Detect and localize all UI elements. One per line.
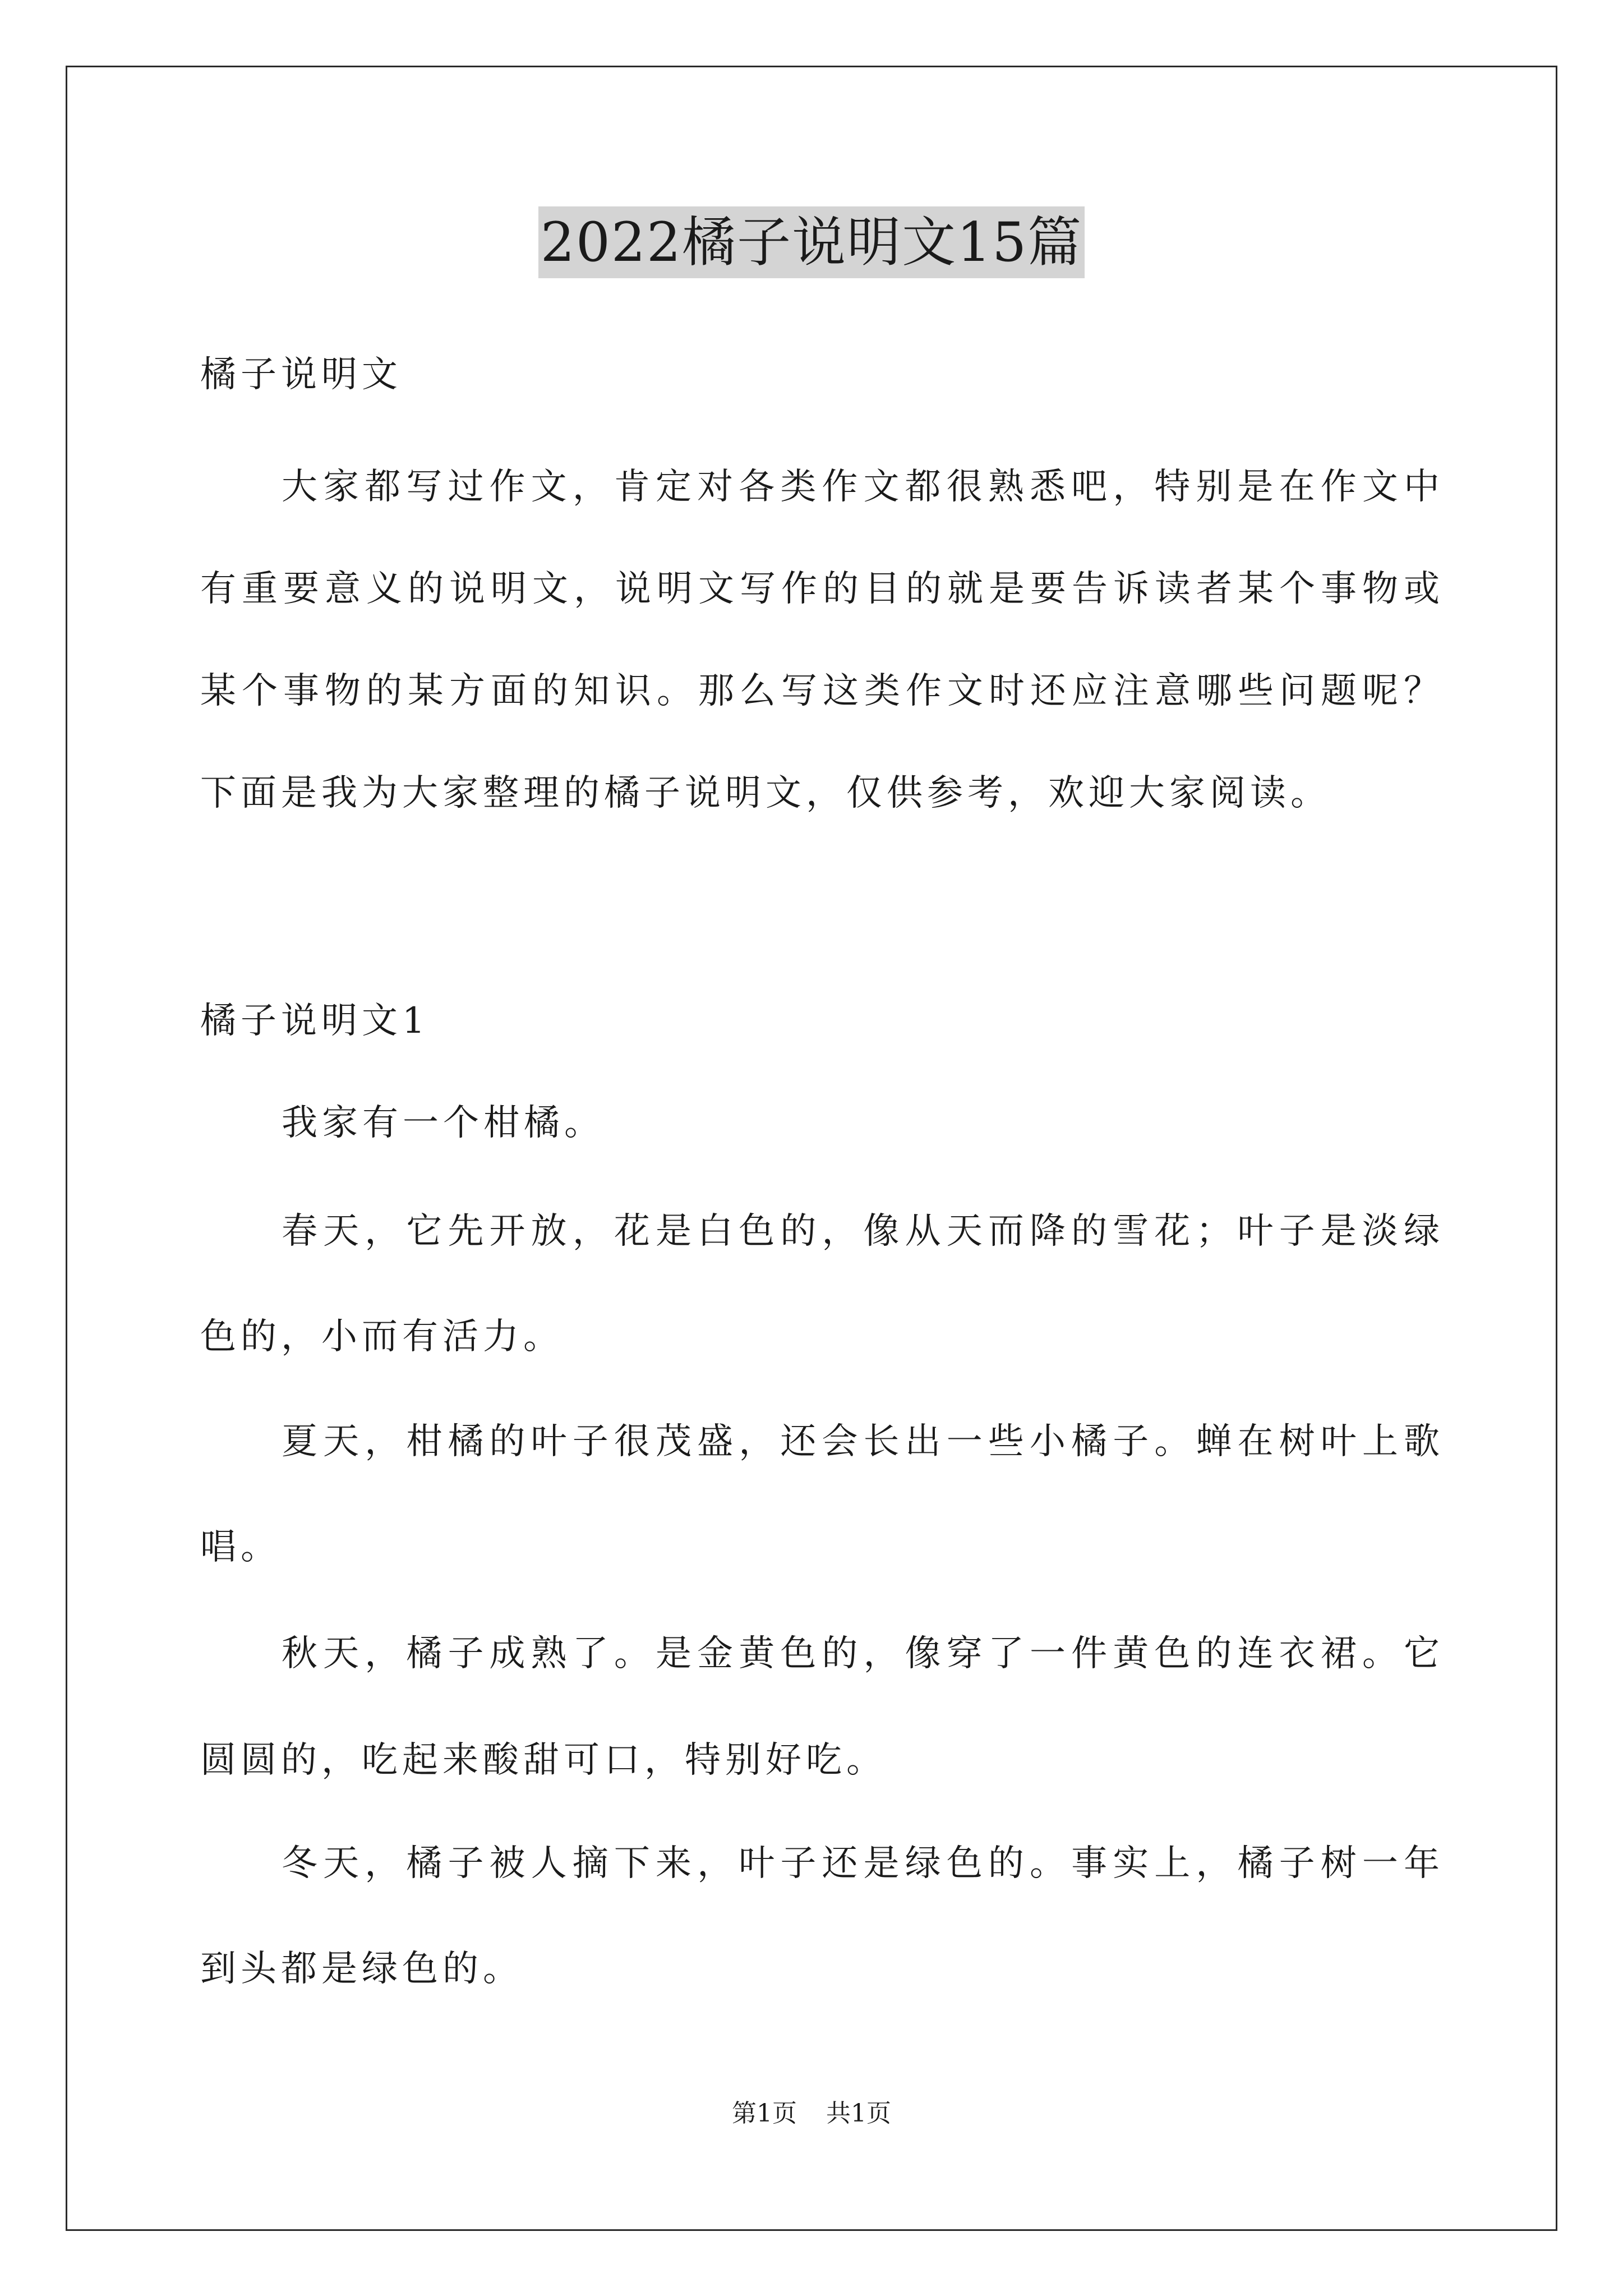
section1-line-3: 色的，小而有活力。 bbox=[200, 1316, 564, 1358]
document-title: 2022橘子说明文15篇 bbox=[538, 206, 1085, 278]
section1-line-1: 我家有一个柑橘。 bbox=[282, 1102, 605, 1144]
intro-line-4: 下面是我为大家整理的橘子说明文，仅供参考，欢迎大家阅读。 bbox=[200, 772, 1331, 814]
section1-line-9: 到头都是绿色的。 bbox=[200, 1948, 523, 1990]
intro-line-1: 大 家 都 写 过 作 文 ， 肯 定 对 各 类 作 文 都 很 熟 悉 吧 ， 特 别 是 在 作 文 中 bbox=[282, 466, 1440, 508]
section1-line-6: 秋 天 ， 橘 子 成 熟 了 。 是 金 黄 色 的 ， 像 穿 了 一 件 黄 色 的 连 衣 裙 。 它 bbox=[282, 1633, 1440, 1674]
section1-heading: 橘子说明文1 bbox=[200, 1000, 430, 1042]
page-footer bbox=[0, 2098, 1623, 2129]
page-total: 共1页 bbox=[826, 2099, 891, 2128]
title-wrapper bbox=[0, 206, 1623, 278]
section1-line-8: 冬 天 ， 橘 子 被 人 摘 下 来 ， 叶 子 还 是 绿 色 的 。 事 实 上 ， 橘 子 树 一 年 bbox=[282, 1843, 1440, 1884]
section1-line-7: 圆圆的，吃起来酸甜可口，特别好吃。 bbox=[200, 1740, 887, 1781]
section1-line-5: 唱。 bbox=[200, 1526, 281, 1568]
intro-heading: 橘子说明文 bbox=[200, 354, 402, 395]
section1-line-2: 春 天 ， 它 先 开 放 ， 花 是 白 色 的 ， 像 从 天 而 降 的 雪 花 ； 叶 子 是 淡 绿 bbox=[282, 1211, 1440, 1252]
page-number: 第1页 bbox=[732, 2099, 797, 2128]
section1-line-4: 夏 天 ， 柑 橘 的 叶 子 很 茂 盛 ， 还 会 长 出 一 些 小 橘 子 。 蝉 在 树 叶 上 歌 bbox=[282, 1421, 1440, 1462]
intro-line-2: 有 重 要 意 义 的 说 明 文 ， 说 明 文 写 作 的 目 的 就 是 要 告 诉 读 者 某 个 事 物 或 bbox=[200, 568, 1440, 610]
intro-line-3: 某 个 事 物 的 某 方 面 的 知 识 。 那 么 写 这 类 作 文 时 还 应 注 意 哪 些 问 题 呢 ？ bbox=[200, 670, 1440, 712]
